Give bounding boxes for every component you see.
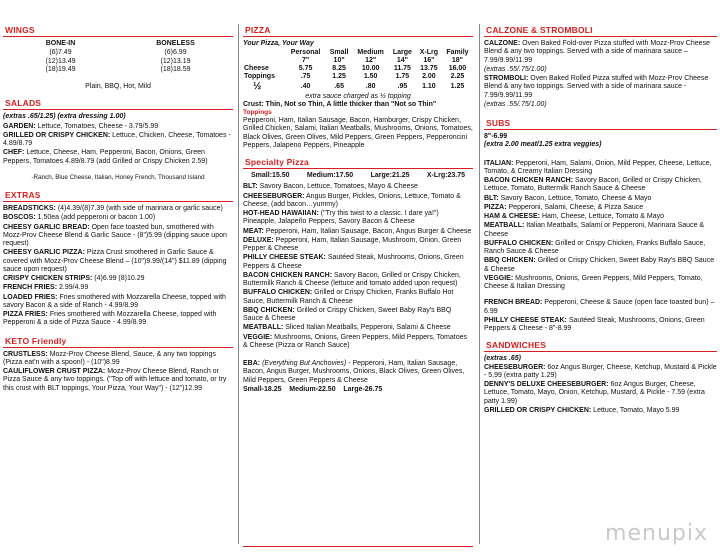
- specialty-header: Specialty Pizza: [243, 156, 473, 169]
- menu-item: MEATBALL: Italian Meatballs, Salami or Pepperoni, Marinara Sauce & Cheese: [484, 222, 705, 238]
- salads-header: SALADS: [3, 97, 233, 110]
- bone-in-price: (6)7.49: [49, 48, 72, 56]
- menu-item: LOADED FRIES: Fries smothered with Mozzarella Cheese, topped with savory Bacon & a side of Ranch - 4.99/8.99: [3, 293, 226, 309]
- subs-price: 8"-6.99: [484, 133, 508, 141]
- menu-item: PHILLY CHEESE STEAK: Sautéed Steak, Mushrooms, Onions, Green Peppers & Cheese - 8"-8.99: [484, 316, 705, 333]
- left-column: [3, 24, 233, 394]
- menu-item: DENNY'S DELUXE CHEESEBURGER: 6oz Angus Burger, Cheese, Lettuce, Tomato, Mayo, Onion, Ketchup, Mustard, & Pickle - 7.59 (extra patty 1.99): [484, 381, 705, 405]
- menu-item: GARDEN: Lettuce, Tomatoes, Cheese - 3.79/5.99: [3, 122, 159, 130]
- pizza-subtitle: Your Pizza, Your Way: [243, 40, 314, 48]
- bottom-rule: [243, 546, 473, 547]
- subs-note: (extra 2.00 meat/1.25 extra veggies): [484, 141, 602, 149]
- menu-item: CHEESEBURGER: Angus Burger, Pickles, Onions, Lettuce, Tomato & Cheese, (add bacon…yummy): [243, 192, 461, 208]
- menu-item: GRILLED OR CRISPY CHICKEN: Lettuce, Chicken, Cheese, Tomatoes - 4.89/8.79: [3, 131, 231, 148]
- menu-item: BACON CHICKEN RANCH: Savory Bacon, Grilled or Crispy Chicken, Lettuce, Tomato, Buttermilk Ranch Sauce & Cheese: [484, 177, 702, 193]
- sauce-note: extra sauce charged as ½ topping: [305, 92, 411, 100]
- boneless-price: (12)13.19: [160, 57, 191, 65]
- menu-item: BUFFALO CHICKEN: Grilled or Crispy Chicken, Franks Buffalo Sauce, Ranch Sauce & Cheese: [484, 239, 706, 256]
- dressings: -Ranch, Blue Cheese, Italian, Honey French, Thousand Island: [31, 173, 205, 181]
- middle-column: [243, 24, 473, 394]
- boneless-price: (6)6.99: [164, 48, 187, 56]
- keto-header: KETO Friendly: [3, 335, 233, 348]
- wings-header: WINGS: [3, 24, 233, 37]
- right-column: [484, 24, 717, 416]
- toppings-title: Toppings: [243, 109, 272, 117]
- eba-item: EBA: (Everything But Anchovies) - Pepperoni, Ham, Italian Sausage, Bacon, Angus Burger, Mushrooms, Onions, Black Olives, Green Olives, Mild Peppers, Green Peppers & Cheese: [243, 360, 465, 384]
- wings-prices: [3, 40, 233, 75]
- menu-item: MEATBALL: Sliced Italian Meatballs, Pepperoni, Salami & Cheese: [243, 324, 451, 332]
- menu-item: DELUXE: Pepperoni, Ham, Italian Sausage, Mushroom, Onion, Green Pepper & Cheese: [243, 236, 462, 253]
- menu-item: FRENCH BREAD: Pepperoni, Cheese & Sauce (open face toasted bun) – 6.99: [484, 299, 715, 315]
- watermark: menupix: [605, 521, 708, 547]
- menu-item: CAULIFLOWER CRUST PIZZA: Mozz-Prov Cheese Blend, Ranch or Pizza Sauce & any two toppings. ("Top off with lettuce and tomato, or try this crust with BLT toppings, Your Pizza, Your Way") - (12")12.99: [3, 368, 227, 392]
- menu-item: HAM & CHEESE: Ham, Cheese, Lettuce, Tomato & Mayo: [484, 213, 665, 221]
- menu-item: STROMBOLI: Oven Baked Rolled Pizza stuffed with Mozz-Prov Cheese Blend & any two toppings. Served with a side of marinara sauce - 7.99/9.99/11.99: [484, 75, 709, 99]
- menu-item: FRENCH FRIES: 2.99/4.99: [3, 284, 89, 292]
- menu-item: BBQ CHICKEN: Grilled or Crispy Chicken, Sweet Baby Ray's BBQ Sauce & Cheese: [243, 306, 452, 323]
- menu-item: MEAT: Pepperoni, Ham, Italian Sausage, Bacon, Angus Burger & Cheese: [243, 227, 472, 235]
- menu-item: VEGGIE: Mushrooms, Onions, Green Peppers, Mild Peppers, Tomatoes & Cheese (Pizza or Ranch Sauce): [243, 333, 467, 349]
- menu-item: CRISPY CHICKEN STRIPS: (4)6.99 (8)10.29: [3, 275, 145, 283]
- menu-item: PIZZA: Pepperoni, Salami, Cheese, & Pizza Sauce: [484, 203, 644, 211]
- menu-item: BUFFALO CHICKEN: Grilled or Crispy Chicken, Franks Buffalo Hot Sauce, Buttermilk Ranch & Cheese: [243, 289, 454, 305]
- sandwiches-header: SANDWICHES: [484, 339, 717, 352]
- menu-item: BLT: Savory Bacon, Lettuce, Tomatoes, Mayo & Cheese: [243, 183, 418, 191]
- pizza-price-table: Personal Small Medium Large X-Lrg Family 7" 10" 12" 14" 16" 18" Cheese 5.75 8.25 10.00 11.75 13.75 16.00 Toppings .75 1.25 1.50 1.75 2.00 2.25 ½ .40 .65 .80 .95 1.10 1.25: [244, 49, 469, 93]
- menu-item: BOSCOS: 1.50ea (add pepperoni or bacon 1.00): [3, 214, 156, 222]
- stromboli-extras: (extras .55/.75/1.00): [484, 100, 547, 108]
- toppings-list: Pepperoni, Ham, Italian Sausage, Bacon, Hamburger, Crispy Chicken, Grilled Chicken, Salami, Italian Meatballs, Mushrooms, Onions, Tomatoes, Black Olives, Green Olives, Mild Peppers, Green Peppers, Pepperoncini Peppers, Jalapeno Peppers, Pineapple: [243, 117, 473, 149]
- menu-item: GRILLED OR CRISPY CHICKEN: Lettuce, Tomato, Mayo 5.99: [484, 406, 680, 414]
- menu-item: VEGGIE: Mushrooms, Onions, Green Peppers, Mild Peppers, Tomato, Cheese & Italian Dressing: [484, 274, 703, 291]
- menu-item: CHEESY GARLIC BREAD: Open face toasted bun, smothered with Mozz-Prov Cheese Blend & Garlic Sauce - (8")5.99 (dipping sauce upon request): [3, 223, 227, 248]
- boneless-column: [118, 40, 233, 75]
- bone-in-label: BONE-IN: [45, 40, 76, 48]
- menu-item: CALZONE: Oven Baked Fold-over Pizza stuffed with Mozz-Prov Cheese Blend & any two toppings. Served with a side of marinara sauce –7.99/9.99/11.99: [484, 40, 710, 64]
- salads-note: (extras .65/1.25) (extra dressing 1.00): [3, 113, 126, 121]
- menu-item: CHEF: Lettuce, Cheese, Ham, Pepperoni, Bacon, Onions, Green Peppers, Tomatoes 4.89/8.79 (add Grilled or Crispy Chicken 2.59): [3, 149, 208, 165]
- menu-item: CHEESY GARLIC PIZZA: Pizza Crust smothered in Garlic Sauce & covered with Mozz-Prov Cheese Blend – (10")9.99/(14") $11.89 (dipping sauce upon request): [3, 249, 227, 273]
- menu-item: HOT-HEAD HAWAIIAN: ("Try this twist to a classic. I dare ya!") Pineapple, Jalapeño Peppers, Savory Bacon & Cheese: [243, 210, 439, 226]
- menu-item: CRUSTLESS: Mozz-Prov Cheese Blend, Sauce, & any two toppings (Pizza eat'n with a spoon!) - (10")8.99: [3, 350, 216, 366]
- wing-flavors: Plain, BBQ, Hot, Mild: [85, 83, 151, 91]
- menu-item: PHILLY CHEESE STEAK: Sautéed Steak, Mushrooms, Onions, Green Peppers & Cheese: [243, 254, 464, 270]
- menu-item: BACON CHICKEN RANCH: Savory Bacon, Grilled or Crispy Chicken, Buttermilk Ranch & Cheese (lettuce and tomato added upon request): [243, 271, 461, 288]
- menu-item: CHEESEBURGER: 6oz Angus Burger, Cheese, Ketchup, Mustard & Pickle - 5.99 (extra patty 1.29): [484, 363, 717, 379]
- bone-in-price: (18)19.49: [45, 66, 76, 74]
- sandwiches-note: (extras .65): [484, 355, 521, 363]
- boneless-price: (18)18.59: [160, 66, 191, 74]
- menu-item: BLT: Savory Bacon, Lettuce, Tomato, Cheese & Mayo: [484, 194, 652, 202]
- column-divider: [238, 24, 239, 544]
- bone-in-price: (12)13.49: [45, 57, 76, 65]
- bone-in-column: [3, 40, 118, 75]
- calzone-header: CALZONE & STROMBOLI: [484, 24, 717, 37]
- specialty-sizes: Small:15.50 Medium:17.50 Large:21.25 X-Lrg:23.75: [251, 172, 465, 180]
- calzone-extras: (extras .55/.75/1.00): [484, 65, 547, 73]
- boneless-label: BONELESS: [156, 40, 195, 48]
- subs-header: SUBS: [484, 117, 717, 130]
- pizza-header: PIZZA: [243, 24, 473, 37]
- eba-sizes: Small-18.25 Medium-22.50 Large-26.75: [243, 385, 383, 393]
- extras-header: EXTRAS: [3, 189, 233, 202]
- menu-item: ITALIAN: Pepperoni, Ham, Salami, Onion, Mild Pepper, Cheese, Lettuce, Tomato, & Creamy Italian Dressing: [484, 159, 712, 175]
- column-divider: [479, 24, 480, 544]
- crust-options: Crust: Thin, Not so Thin, A little thicker than "Not so Thin": [243, 101, 437, 109]
- menu-item: PIZZA FRIES: Fries smothered with Mozzarella Cheese, topped with Pepperoni & a side of Pizza Sauce - 4.99/8.99: [3, 311, 217, 327]
- menu-item: BBQ CHICKEN: Grilled or Crispy Chicken, Sweet Baby Ray's BBQ Sauce & Cheese: [484, 257, 715, 273]
- menu-item: BREADSTICKS: (4)4.39/(8)7.39 (with side of marinara or garlic sauce): [3, 205, 223, 213]
